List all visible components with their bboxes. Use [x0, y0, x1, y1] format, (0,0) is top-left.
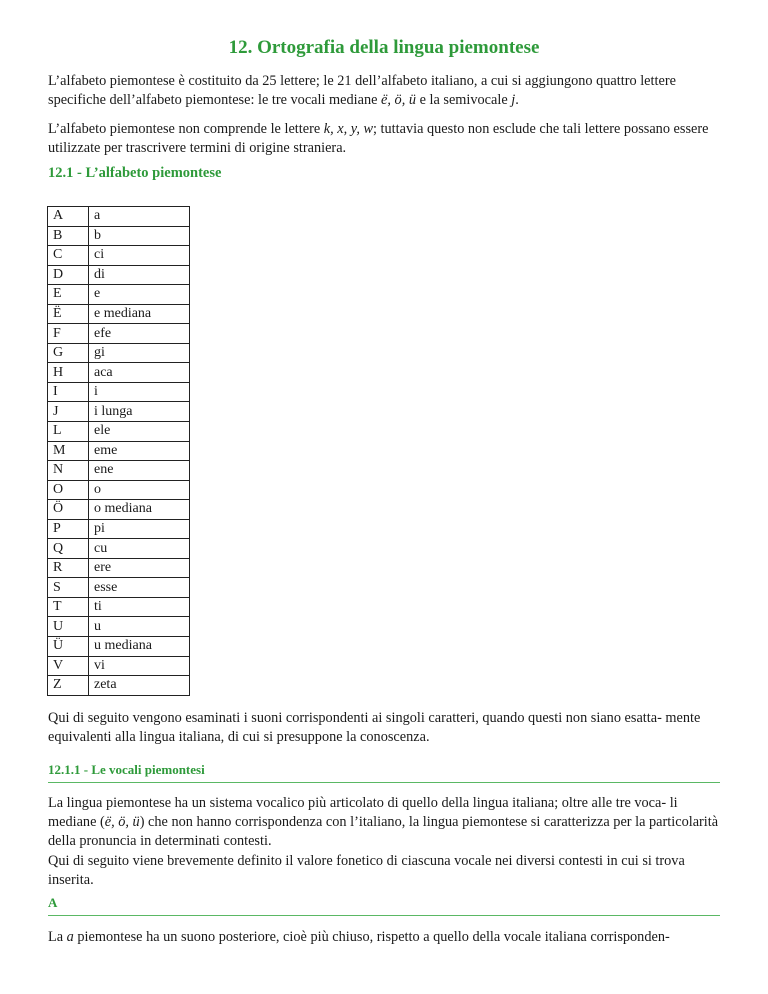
letter-cell: G	[48, 343, 89, 363]
page-title: 12. Ortografia della lingua piemontese	[228, 37, 540, 58]
table-row	[48, 343, 190, 363]
intro-2-letters: k, x, y, w	[323, 121, 374, 137]
letter-name-cell: e mediana	[89, 304, 190, 324]
intro-2-text-c: ; tuttavia questo non esclude che tali lettere possano essere utilizzate per trascrivere termini di origine straniera.	[48, 121, 709, 156]
letter-cell: P	[48, 519, 89, 539]
intro-paragraph-1	[48, 72, 720, 110]
table-row	[48, 324, 190, 344]
letter-name-cell: a	[89, 207, 190, 227]
letter-name-cell: i	[89, 382, 190, 402]
letter-name-cell: e	[89, 285, 190, 305]
letter-cell: L	[48, 422, 89, 442]
letter-name-cell: gi	[89, 343, 190, 363]
table-row	[48, 461, 190, 481]
vowels-paragraph-1	[48, 794, 720, 851]
letter-name-cell: u	[89, 617, 190, 637]
table-row	[48, 207, 190, 227]
letter-name-cell: esse	[89, 578, 190, 598]
letter-cell: H	[48, 363, 89, 383]
table-row	[48, 304, 190, 324]
letter-name-cell: u mediana	[89, 637, 190, 657]
letter-name-cell: aca	[89, 363, 190, 383]
table-row	[48, 676, 190, 696]
table-row	[48, 382, 190, 402]
table-row	[48, 265, 190, 285]
letter-cell: J	[48, 402, 89, 422]
table-row	[48, 422, 190, 442]
table-row	[48, 637, 190, 657]
letter-name-cell: ele	[89, 422, 190, 442]
letter-cell: C	[48, 246, 89, 266]
table-row	[48, 558, 190, 578]
letter-cell: Ë	[48, 304, 89, 324]
after-table-paragraph: Qui di seguito vengono esaminati i suoni corrispondenti ai singoli caratteri, quando questi non siano esatta- mente equivalenti alla lingua italiana, di cui si presuppone la conoscenza.	[48, 710, 701, 745]
letter-name-cell: ene	[89, 461, 190, 481]
a-para-letter: a	[66, 929, 74, 945]
letter-name-cell: zeta	[89, 676, 190, 696]
letter-name-cell: di	[89, 265, 190, 285]
letter-cell: D	[48, 265, 89, 285]
letter-cell: B	[48, 226, 89, 246]
a-para-text-c: piemontese ha un suono posteriore, cioè più chiuso, rispetto a quello della vocale italiana corrisponden-	[73, 929, 670, 945]
table-row	[48, 441, 190, 461]
a-para-text-a: La	[48, 929, 67, 945]
letter-name-cell: i lunga	[89, 402, 190, 422]
intro-1-text-c: e la semivocale	[416, 92, 512, 108]
letter-name-cell: ti	[89, 597, 190, 617]
letter-name-cell: eme	[89, 441, 190, 461]
intro-paragraph-2	[48, 120, 720, 158]
letter-name-cell: pi	[89, 519, 190, 539]
table-row	[48, 519, 190, 539]
intro-2-text-a: L’alfabeto piemontese non comprende le lettere	[48, 121, 324, 137]
table-row	[48, 617, 190, 637]
letter-cell: E	[48, 285, 89, 305]
letter-name-cell: vi	[89, 656, 190, 676]
letter-cell: N	[48, 461, 89, 481]
alphabet-table	[47, 206, 190, 696]
letter-cell: O	[48, 480, 89, 500]
letter-name-cell: b	[89, 226, 190, 246]
letter-cell: F	[48, 324, 89, 344]
letter-cell: Z	[48, 676, 89, 696]
letter-cell: U	[48, 617, 89, 637]
table-row	[48, 500, 190, 520]
letter-name-cell: o	[89, 480, 190, 500]
letter-cell: V	[48, 656, 89, 676]
letter-cell: S	[48, 578, 89, 598]
letter-cell: T	[48, 597, 89, 617]
intro-1-semivowel: j	[511, 92, 516, 108]
vowels-p1-text-a: La lingua piemontese ha un sistema vocalico più articolato di quello della lingua italiana; oltre alle tre voca- li mediane (	[48, 795, 678, 830]
letter-cell: Ö	[48, 500, 89, 520]
table-row	[48, 656, 190, 676]
letter-cell: Q	[48, 539, 89, 559]
table-row	[48, 539, 190, 559]
table-row	[48, 402, 190, 422]
letter-cell: R	[48, 558, 89, 578]
letter-cell: M	[48, 441, 89, 461]
letter-name-cell: cu	[89, 539, 190, 559]
letter-name-cell: efe	[89, 324, 190, 344]
table-row	[48, 285, 190, 305]
table-row	[48, 363, 190, 383]
letter-name-cell: ere	[89, 558, 190, 578]
section-heading-a: A	[48, 893, 720, 916]
section-heading-alphabet: 12.1 - L’alfabeto piemontese	[48, 165, 222, 181]
letter-name-cell: o mediana	[89, 500, 190, 520]
table-row	[48, 480, 190, 500]
intro-1-vowels: ë, ö, ü	[381, 92, 416, 108]
letter-cell: I	[48, 382, 89, 402]
section-heading-vowels: 12.1.1 - Le vocali piemontesi	[48, 760, 720, 783]
intro-1-text-a: L’alfabeto piemontese è costituito da 25 lettere; le 21 dell’alfabeto italiano, a cui si aggiungono quattro lettere specifiche dell’alfabeto piemontese: le tre vocali mediane	[48, 73, 676, 108]
a-paragraph	[48, 928, 720, 947]
table-row	[48, 597, 190, 617]
vowels-p1-text-c: ) che non hanno corrispondenza con l’italiano, la lingua piemontese si caratterizza per la particolarità della pronuncia in determinati contesti.	[48, 814, 719, 849]
vowels-p1-letters: ë, ö, ü	[104, 814, 140, 830]
table-row	[48, 226, 190, 246]
letter-cell: A	[48, 207, 89, 227]
intro-1-text-e: .	[515, 92, 519, 108]
table-row	[48, 578, 190, 598]
table-row	[48, 246, 190, 266]
letter-name-cell: ci	[89, 246, 190, 266]
vowels-paragraph-2: Qui di seguito viene brevemente definito il valore fonetico di ciascuna vocale nei diversi contesti in cui si trova inserita.	[48, 853, 685, 888]
letter-cell: Ü	[48, 637, 89, 657]
